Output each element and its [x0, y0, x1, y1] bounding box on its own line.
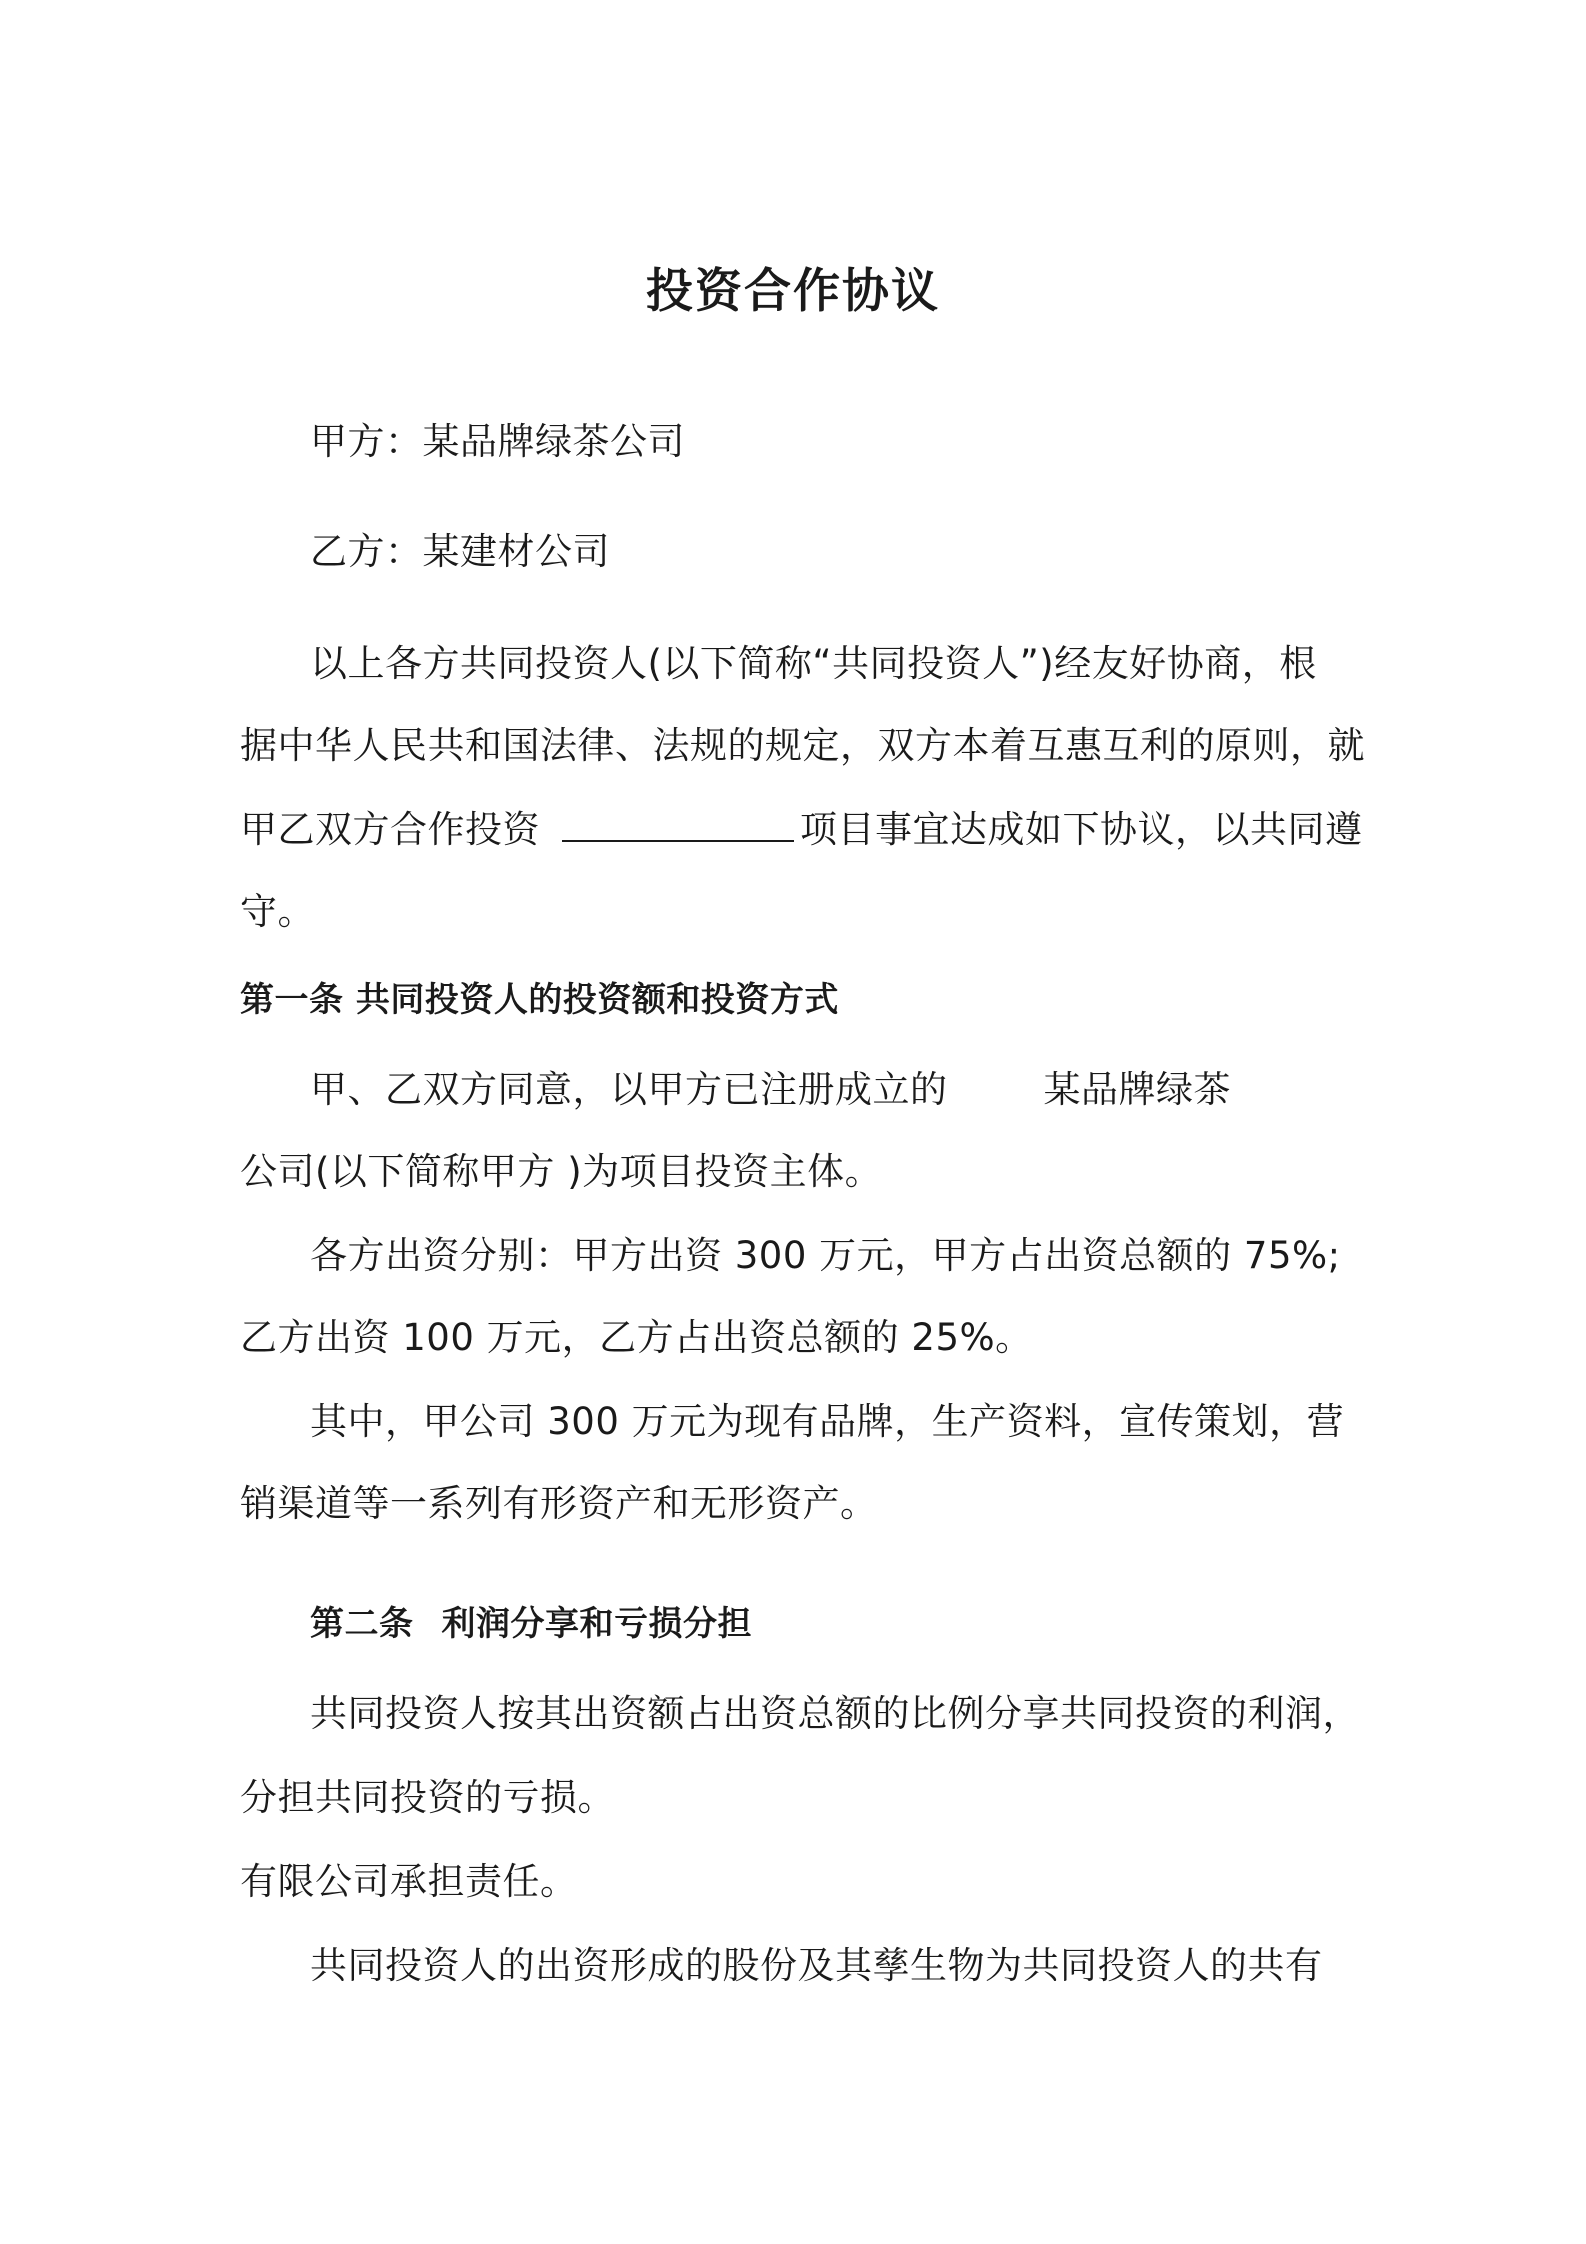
preamble-line-3-suffix: 项目事宜达成如下协议，以共同遵 [800, 808, 1363, 851]
preamble-line-3 [240, 806, 1363, 854]
article-1-p1-company: 某品牌绿茶 [1043, 1068, 1231, 1111]
article-1-p3-line-2: 销渠道等一系列有形资产和无形资产。 [240, 1482, 878, 1525]
article-1-p2-line-1: 各方出资分别：甲方出资 300 万元，甲方占出资总额的 75%; [310, 1234, 1341, 1277]
party-b-line: 乙方：某建材公司 [310, 530, 610, 573]
article-2-heading [310, 1600, 752, 1648]
document-title: 投资合作协议 [646, 264, 940, 319]
project-name-blank[interactable] [562, 810, 794, 842]
article-2-p1-line-2: 分担共同投资的亏损。 [240, 1776, 615, 1819]
preamble-line-1: 以上各方共同投资人(以下简称“共同投资人”)经友好协商，根 [310, 642, 1317, 685]
article-1-p1-line-1 [310, 1066, 1231, 1114]
article-1-p2-line-2: 乙方出资 100 万元，乙方占出资总额的 25%。 [240, 1316, 1033, 1359]
article-2-p3-line-1: 共同投资人的出资形成的股份及其孳生物为共同投资人的共有 [310, 1944, 1323, 1987]
article-2-p2-line-1: 有限公司承担责任。 [240, 1860, 578, 1903]
party-a-line: 甲方：某品牌绿茶公司 [310, 420, 685, 463]
preamble-line-3-prefix: 甲乙双方合作投资 [240, 808, 540, 851]
article-1-p1-text: 甲、乙双方同意，以甲方已注册成立的 [310, 1068, 948, 1111]
preamble-line-2: 据中华人民共和国法律、法规的规定，双方本着互惠互利的原则，就 [240, 724, 1365, 767]
article-2-p1-line-1: 共同投资人按其出资额占出资总额的比例分享共同投资的利润， [310, 1692, 1360, 1735]
article-2-number: 第二条 [310, 1604, 414, 1644]
article-1-heading: 第一条 共同投资人的投资额和投资方式 [240, 980, 839, 1020]
preamble-line-4: 守。 [240, 890, 315, 933]
article-1-p1-line-2: 公司(以下简称甲方 )为项目投资主体。 [240, 1150, 883, 1193]
article-1-p3-line-1: 其中，甲公司 300 万元为现有品牌，生产资料，宣传策划，营 [310, 1400, 1345, 1443]
article-2-title: 利润分享和亏损分担 [441, 1604, 752, 1644]
